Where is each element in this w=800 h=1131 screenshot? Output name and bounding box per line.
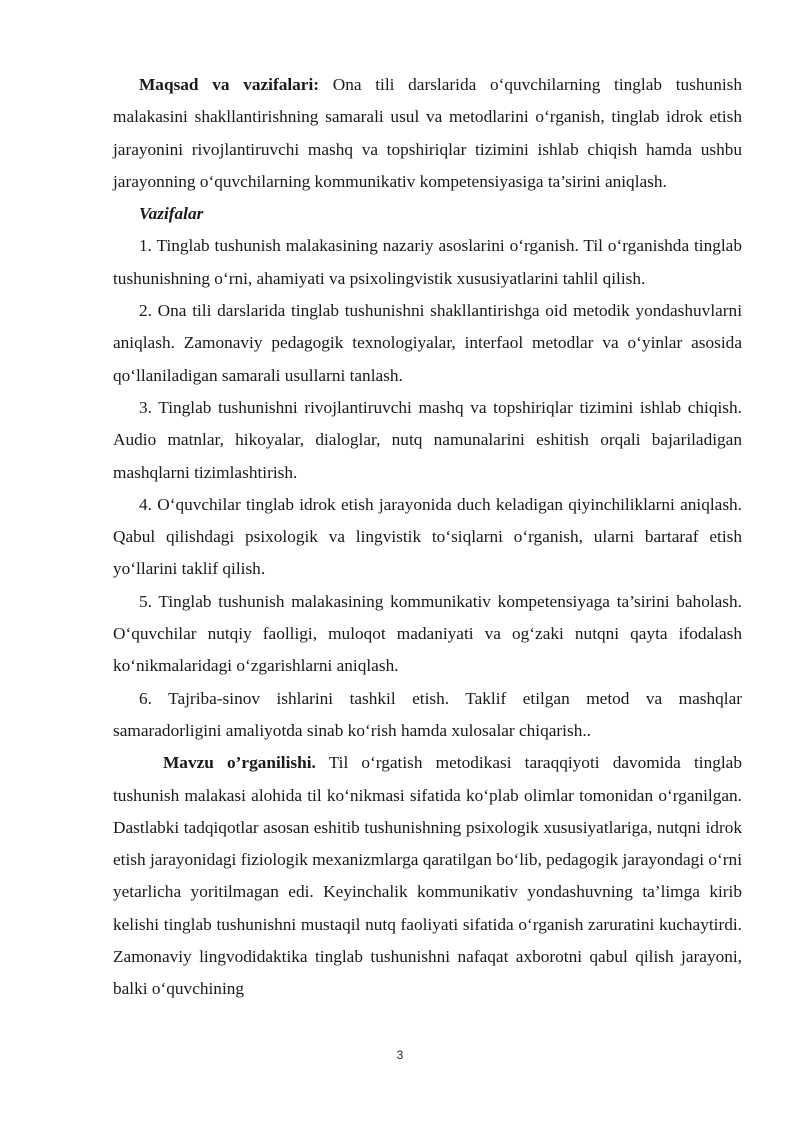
document-page xyxy=(113,69,742,1006)
task-item-1: 1. Tinglab tushunish malakasining nazariy asoslarini o‘rganish. Til o‘rganishda tinglab tushunishning o‘rni, ahamiyati va psixolingvistik xususiyatlarini tahlil qilish. xyxy=(113,236,742,288)
task-item-5: 5. Tinglab tushunish malakasining kommunikativ kompetensiyaga ta’sirini baholash. O‘quvchilar nutqiy faolligi, muloqot madaniyati va og‘zaki nutqni qayta ifodalash ko‘nikmalaridagi o‘zgarishlarni aniqlash. xyxy=(113,591,742,676)
goals-label: Maqsad va vazifalari: xyxy=(139,75,320,94)
task-item-3: 3. Tinglab tushunishni rivojlantiruvchi mashq va topshiriqlar tizimini ishlab chiqish. Audio matnlar, hikoyalar, dialoglar, nutq namunalarini eshitish orqali bajariladigan mashqlarni tizimlashtirish. xyxy=(113,397,742,482)
goals-paragraph xyxy=(113,69,742,198)
study-text: Til o‘rgatish metodikasi taraqqiyoti davomida tinglab tushunish malakasi alohida til ko‘nikmasi sifatida ko‘plab olimlar tomonidan o‘rganilgan. Dastlabki tadqiqotlar asosan eshitib tushunishning psixologik xususiyatlariga, nutqni idrok etish jarayonidagi fiziologik mexanizmlarga qaratilgan bo‘lib, pedagogik jarayondagi o‘rni yetarlicha yoritilmagan edi. Keyinchalik kommunikativ yondashuvning ta’limga kirib kelishi tinglab tushunishni mustaqil nutq faoliyati sifatida o‘rganish zaruratini kuchaytirdi. Zamonaviy lingvodidaktika tinglab tushunishni nafaqat axborotni qabul qilish jarayoni, balki o‘quvchining xyxy=(113,753,742,999)
study-paragraph xyxy=(113,747,742,1005)
task-item-4: 4. O‘quvchilar tinglab idrok etish jarayonida duch keladigan qiyinchiliklarni aniqlash. Qabul qilishdagi psixologik va lingvistik to‘siqlarni o‘rganish, ularni bartaraf etish yo‘llarini taklif qilish. xyxy=(113,494,742,579)
page-number: 3 xyxy=(396,1048,404,1062)
study-label: Mavzu o’rganilishi. xyxy=(163,753,316,773)
task-item-6: 6. Tajriba-sinov ishlarini tashkil etish. Taklif etilgan metod va mashqlar samaradorligini amaliyotda sinab ko‘rish hamda xulosalar chiqarish.. xyxy=(113,688,742,740)
tasks-heading: Vazifalar xyxy=(139,204,204,224)
task-item-2: 2. Ona tili darslarida tinglab tushunishni shakllantirishga oid metodik yondashuvlarni aniqlash. Zamonaviy pedagogik texnologiyalar, interfaol metodlar va o‘yinlar asosida qo‘llaniladigan samarali usullarni tanlash. xyxy=(113,301,742,385)
goals-text: Ona tili darslarida o‘quvchilarning tinglab tushunish malakasini shakllantirishning samarali usul va metodlarini o‘rganish, tinglab idrok etish jarayonini rivojlantiruvchi mashq va topshiriqlar tizimini ishlab chiqish hamda ushbu jarayonning o‘quvchilarning kommunikativ kompetensiyasiga ta’sirini aniqlash. xyxy=(113,75,742,191)
